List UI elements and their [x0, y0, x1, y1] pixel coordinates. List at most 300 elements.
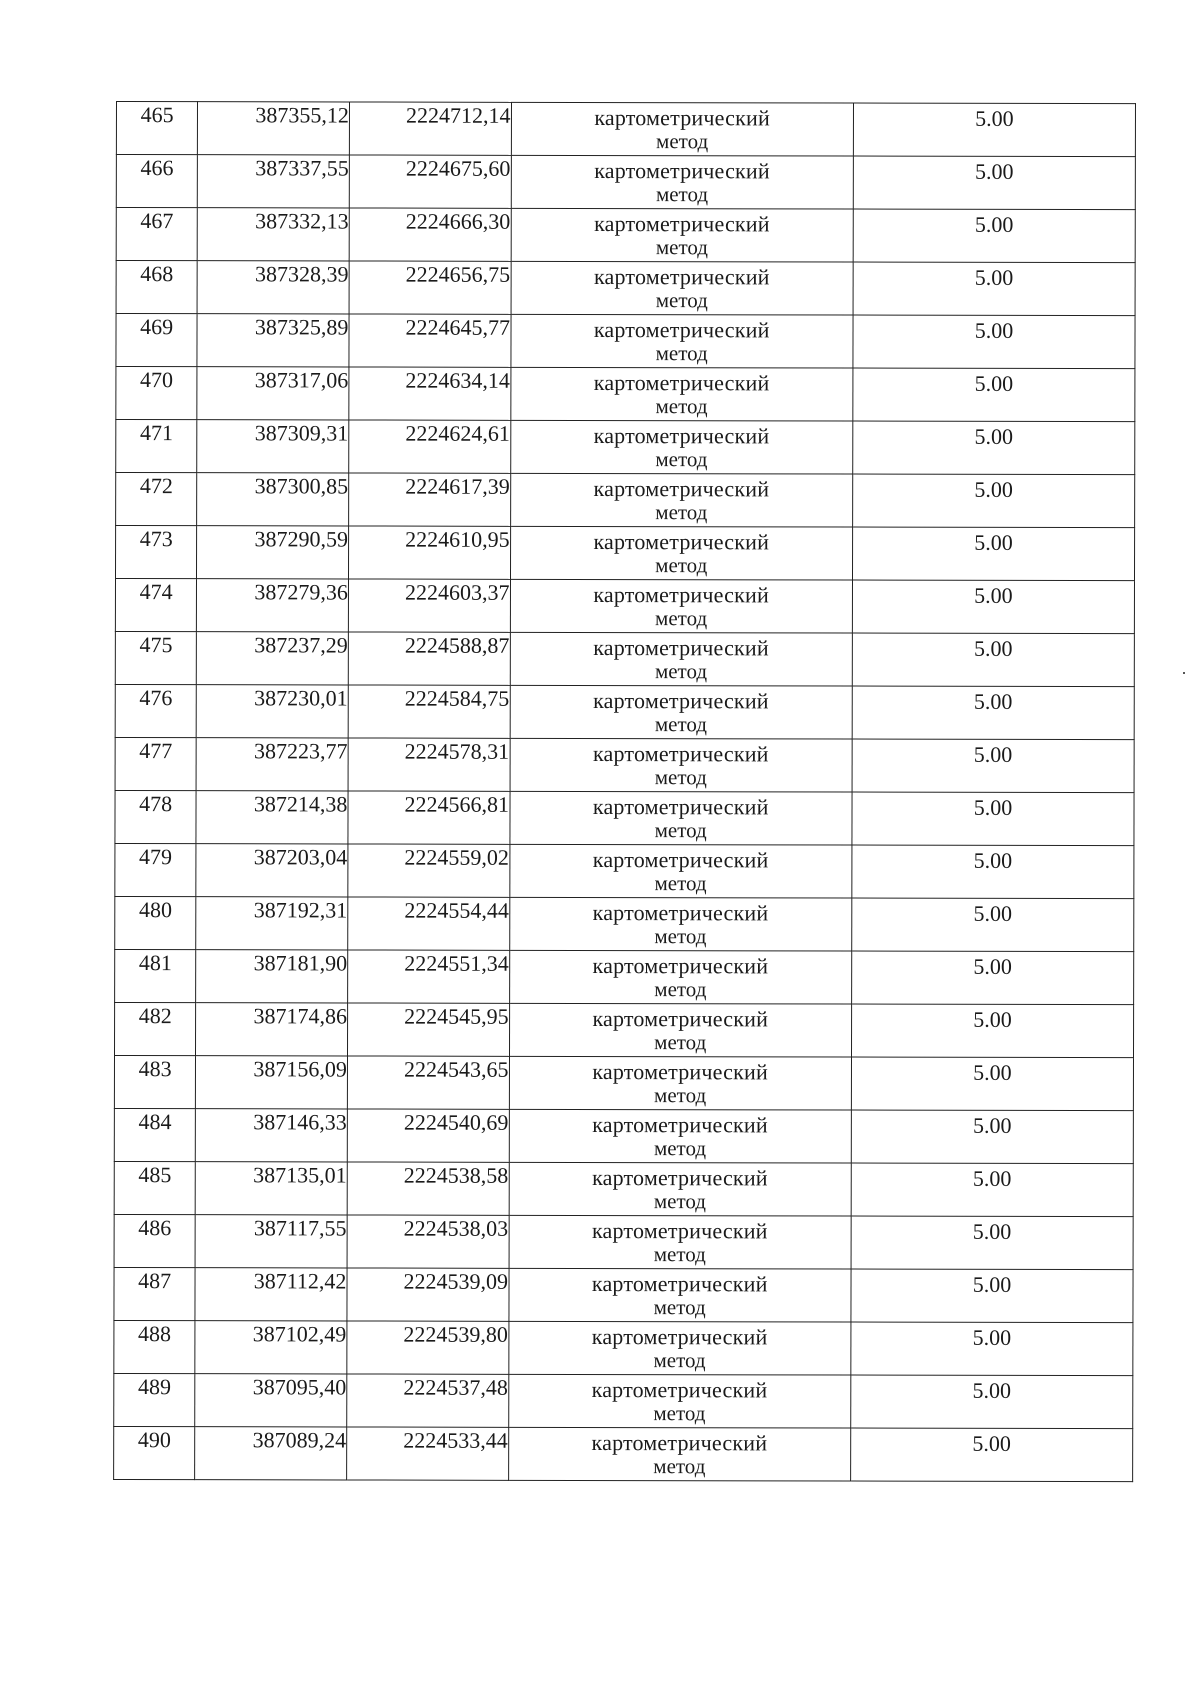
point-number-cell	[115, 737, 196, 790]
x-coordinate: 387332,13	[255, 208, 349, 234]
method-cell	[511, 208, 853, 262]
method-line-1: картометрический	[593, 688, 769, 714]
accuracy-value: 5.00	[972, 1430, 1011, 1456]
table-row	[114, 1161, 1133, 1216]
accuracy-cell	[852, 686, 1134, 740]
method-cell	[510, 367, 852, 421]
point-number: 488	[138, 1321, 172, 1347]
y-coordinate: 2224545,95	[404, 1003, 509, 1029]
y-coordinate-cell	[349, 420, 511, 473]
method-line-2: метод	[653, 1242, 706, 1267]
method-line-1: картометрический	[591, 1376, 768, 1403]
y-coordinate-cell	[349, 155, 511, 208]
y-coordinate-cell	[349, 367, 511, 420]
x-coordinate: 387174,86	[253, 1003, 348, 1029]
x-coordinate-cell	[197, 579, 349, 632]
method-line-2: метод	[653, 1295, 706, 1320]
x-coordinate-cell	[196, 738, 348, 791]
x-coordinate-cell	[195, 1374, 347, 1427]
accuracy-value: 5.00	[974, 317, 1014, 343]
table-row	[114, 1055, 1133, 1110]
method-line-2: метод	[653, 1348, 706, 1373]
point-number: 480	[138, 897, 172, 923]
point-number-cell	[116, 261, 197, 314]
x-coordinate-cell	[197, 420, 349, 473]
method-line-2: метод	[654, 818, 707, 843]
y-coordinate: 2224554,44	[404, 897, 509, 923]
y-coordinate: 2224578,31	[404, 738, 510, 764]
table-row	[115, 1002, 1134, 1057]
method-cell	[508, 1321, 850, 1375]
point-number-cell	[114, 1373, 195, 1426]
point-number-cell	[116, 420, 197, 473]
y-coordinate-cell	[347, 1162, 509, 1215]
y-coordinate: 2224624,61	[405, 420, 510, 446]
method-cell	[509, 950, 851, 1004]
method-line-1: картометрический	[592, 1111, 768, 1138]
x-coordinate-cell	[197, 367, 349, 420]
method-line-2: метод	[654, 1030, 707, 1055]
y-coordinate-cell	[347, 1321, 509, 1374]
y-coordinate: 2224617,39	[405, 473, 510, 499]
y-coordinate: 2224588,87	[404, 632, 510, 658]
method-line-1: картометрический	[593, 635, 769, 661]
table-row	[114, 1426, 1133, 1481]
x-coordinate: 387214,38	[253, 791, 348, 817]
method-cell	[511, 102, 853, 156]
x-coordinate-cell	[196, 1056, 348, 1109]
point-number: 476	[139, 685, 173, 711]
y-coordinate-cell	[348, 632, 510, 685]
y-coordinate-cell	[349, 102, 511, 155]
point-number: 465	[140, 102, 174, 128]
point-number: 474	[139, 579, 173, 605]
point-number-cell	[114, 1055, 195, 1108]
method-cell	[508, 1427, 850, 1481]
x-coordinate-cell	[196, 897, 348, 950]
y-coordinate-cell	[349, 261, 511, 314]
accuracy-cell	[851, 1322, 1133, 1376]
method-cell	[509, 844, 851, 898]
method-line-1: картометрический	[592, 1058, 769, 1085]
accuracy-value: 5.00	[974, 264, 1014, 290]
method-line-2: метод	[655, 500, 708, 525]
method-line-2: метод	[654, 924, 707, 949]
table-row	[115, 896, 1134, 951]
method-cell	[509, 791, 851, 845]
accuracy-cell	[852, 845, 1134, 899]
y-coordinate-cell	[347, 1003, 509, 1056]
x-coordinate-cell	[196, 791, 348, 844]
accuracy-cell	[853, 368, 1135, 422]
method-cell	[509, 1162, 851, 1216]
method-line-1: картометрический	[594, 105, 771, 131]
x-coordinate-cell	[197, 314, 349, 367]
y-coordinate: 2224538,58	[403, 1162, 509, 1188]
accuracy-value: 5.00	[975, 158, 1014, 184]
method-line-1: картометрический	[593, 317, 770, 343]
point-number: 485	[138, 1162, 172, 1188]
x-coordinate-cell	[195, 1215, 347, 1268]
point-number: 489	[137, 1374, 171, 1400]
y-coordinate-cell	[348, 579, 510, 632]
y-coordinate: 2224559,02	[404, 844, 509, 870]
point-number-cell	[114, 1161, 195, 1214]
accuracy-cell	[851, 1375, 1133, 1429]
method-line-1: картометрический	[592, 847, 769, 873]
y-coordinate: 2224539,09	[403, 1268, 509, 1294]
x-coordinate-cell	[195, 1427, 347, 1480]
point-number-cell	[114, 1267, 195, 1320]
method-line-1: картометрический	[592, 900, 769, 926]
accuracy-value: 5.00	[974, 423, 1014, 449]
y-coordinate-cell	[347, 1056, 509, 1109]
accuracy-value: 5.00	[973, 688, 1013, 714]
x-coordinate: 387355,12	[255, 102, 349, 128]
x-coordinate-cell	[195, 1321, 347, 1374]
table-row	[114, 1373, 1133, 1428]
point-number-cell	[115, 526, 196, 579]
accuracy-value: 5.00	[972, 1377, 1012, 1403]
accuracy-value: 5.00	[972, 1218, 1012, 1244]
y-coordinate-cell	[347, 1109, 509, 1162]
accuracy-value: 5.00	[974, 582, 1013, 608]
y-coordinate-cell	[348, 844, 510, 897]
point-number: 467	[140, 208, 174, 234]
accuracy-cell	[853, 103, 1135, 157]
x-coordinate: 387337,55	[255, 155, 349, 181]
method-line-2: метод	[653, 1454, 706, 1479]
table-row	[115, 684, 1134, 739]
x-coordinate: 387309,31	[254, 420, 349, 446]
accuracy-cell	[853, 156, 1135, 210]
method-line-1: картометрический	[593, 476, 770, 502]
x-coordinate-cell	[197, 473, 349, 526]
accuracy-value: 5.00	[973, 953, 1012, 979]
accuracy-cell	[851, 1057, 1133, 1111]
y-coordinate: 2224712,14	[405, 102, 511, 128]
point-number: 479	[139, 844, 173, 870]
method-cell	[511, 261, 853, 315]
table-row	[115, 526, 1134, 581]
y-coordinate-cell	[348, 526, 510, 579]
method-cell	[510, 685, 852, 739]
accuracy-value: 5.00	[974, 370, 1014, 396]
method-cell	[511, 155, 853, 209]
table-row	[115, 949, 1134, 1004]
method-line-1: картометрический	[594, 211, 770, 237]
accuracy-cell	[852, 739, 1134, 793]
y-coordinate: 2224675,60	[405, 155, 511, 181]
y-coordinate: 2224566,81	[404, 791, 510, 817]
coordinates-table	[113, 101, 1136, 1482]
x-coordinate-cell	[197, 208, 349, 261]
point-number-cell	[114, 1108, 195, 1161]
method-cell	[510, 579, 852, 633]
point-number-cell	[116, 314, 197, 367]
y-coordinate: 2224533,44	[403, 1427, 508, 1453]
x-coordinate: 387192,31	[253, 897, 348, 923]
method-cell	[510, 314, 852, 368]
method-line-1: картометрический	[591, 1323, 768, 1350]
point-number-cell	[116, 367, 197, 420]
point-number-cell	[116, 208, 197, 261]
table-row	[115, 579, 1134, 634]
accuracy-value: 5.00	[973, 741, 1013, 767]
y-coordinate: 2224551,34	[404, 950, 509, 976]
point-number: 484	[138, 1109, 172, 1135]
method-line-2: метод	[654, 659, 708, 684]
y-coordinate: 2224634,14	[405, 367, 510, 393]
accuracy-value: 5.00	[973, 847, 1013, 873]
x-coordinate-cell	[197, 526, 349, 579]
table-row	[114, 1320, 1133, 1375]
table-row	[116, 208, 1135, 263]
y-coordinate-cell	[348, 791, 510, 844]
method-line-2: метод	[655, 394, 708, 419]
method-line-1: картометрический	[593, 529, 770, 555]
y-coordinate: 2224537,48	[403, 1374, 508, 1400]
method-line-2: метод	[653, 1401, 706, 1426]
x-coordinate: 387223,77	[254, 738, 348, 764]
x-coordinate-cell	[198, 155, 350, 208]
method-line-2: метод	[655, 235, 708, 260]
accuracy-cell	[852, 633, 1134, 687]
x-coordinate: 387089,24	[252, 1427, 347, 1453]
method-cell	[510, 420, 852, 474]
x-coordinate: 387237,29	[254, 632, 348, 658]
accuracy-cell	[852, 580, 1134, 634]
accuracy-value: 5.00	[973, 794, 1013, 820]
point-number-cell	[115, 843, 196, 896]
method-line-2: метод	[654, 1083, 707, 1108]
method-line-2: метод	[655, 447, 708, 472]
coordinates-table-body	[114, 102, 1136, 1482]
y-coordinate-cell	[349, 314, 511, 367]
method-line-1: картометрический	[593, 370, 770, 396]
y-coordinate-cell	[348, 738, 510, 791]
method-line-2: метод	[655, 182, 709, 207]
x-coordinate-cell	[196, 685, 348, 738]
accuracy-value: 5.00	[972, 1165, 1012, 1191]
x-coordinate: 387279,36	[254, 579, 348, 605]
x-coordinate: 387317,06	[254, 367, 349, 393]
y-coordinate: 2224656,75	[405, 261, 511, 287]
accuracy-cell	[850, 1428, 1132, 1482]
x-coordinate-cell	[195, 1268, 347, 1321]
method-line-1: картометрический	[591, 1429, 768, 1456]
point-number-cell	[115, 1002, 196, 1055]
point-number-cell	[116, 102, 197, 155]
table-row	[115, 631, 1134, 686]
method-line-1: картометрический	[594, 158, 770, 184]
x-coordinate: 387181,90	[253, 950, 348, 976]
x-coordinate-cell	[196, 1003, 348, 1056]
point-number-cell	[115, 790, 196, 843]
point-number: 472	[139, 473, 173, 499]
table-row	[115, 790, 1134, 845]
method-line-2: метод	[655, 288, 708, 313]
table-row	[116, 261, 1135, 316]
x-coordinate-cell	[198, 102, 350, 155]
accuracy-cell	[851, 1110, 1133, 1164]
table-row	[115, 843, 1134, 898]
point-number: 469	[140, 314, 174, 340]
accuracy-cell	[852, 474, 1134, 528]
method-cell	[509, 1003, 851, 1057]
table-row	[116, 367, 1135, 422]
x-coordinate: 387102,49	[252, 1321, 347, 1347]
y-coordinate: 2224540,69	[403, 1109, 509, 1135]
table-row	[115, 737, 1134, 792]
scan-speck	[1183, 672, 1185, 674]
method-cell	[510, 738, 852, 792]
y-coordinate-cell	[348, 685, 510, 738]
point-number: 481	[138, 950, 172, 976]
method-line-1: картометрический	[593, 423, 770, 449]
y-coordinate: 2224584,75	[404, 685, 510, 711]
x-coordinate-cell	[197, 261, 349, 314]
point-number: 468	[140, 261, 174, 287]
method-line-2: метод	[653, 1136, 707, 1161]
point-number: 473	[139, 526, 173, 552]
x-coordinate: 387156,09	[253, 1056, 347, 1082]
y-coordinate-cell	[349, 473, 511, 526]
point-number-cell	[116, 473, 197, 526]
point-number: 482	[138, 1003, 172, 1029]
x-coordinate: 387300,85	[254, 473, 349, 499]
y-coordinate: 2224538,03	[403, 1215, 509, 1241]
x-coordinate: 387095,40	[252, 1374, 347, 1400]
x-coordinate: 387230,01	[254, 685, 348, 711]
accuracy-value: 5.00	[974, 476, 1013, 502]
method-line-1: картометрический	[592, 953, 769, 979]
accuracy-value: 5.00	[973, 900, 1013, 926]
y-coordinate-cell	[347, 1268, 509, 1321]
table-row	[114, 1267, 1133, 1322]
accuracy-value: 5.00	[974, 529, 1013, 555]
accuracy-cell	[853, 421, 1135, 475]
method-line-2: метод	[655, 606, 708, 631]
accuracy-value: 5.00	[973, 1059, 1012, 1085]
accuracy-cell	[853, 209, 1135, 263]
point-number-cell	[114, 1214, 195, 1267]
method-line-1: картометрический	[592, 1164, 768, 1191]
y-coordinate-cell	[347, 1215, 509, 1268]
y-coordinate: 2224610,95	[405, 526, 510, 552]
method-cell	[509, 1056, 851, 1110]
method-cell	[509, 897, 851, 951]
method-line-2: метод	[654, 765, 707, 790]
accuracy-cell	[853, 315, 1135, 369]
point-number-cell	[115, 579, 196, 632]
accuracy-value: 5.00	[972, 1324, 1012, 1350]
method-line-1: картометрический	[593, 582, 770, 608]
method-line-1: картометрический	[593, 264, 770, 290]
method-cell	[510, 526, 852, 580]
y-coordinate-cell	[347, 1374, 509, 1427]
accuracy-value: 5.00	[973, 1006, 1012, 1032]
method-cell	[508, 1374, 850, 1428]
x-coordinate: 387112,42	[253, 1268, 347, 1294]
method-line-2: метод	[655, 341, 708, 366]
y-coordinate: 2224543,65	[403, 1056, 509, 1082]
point-number: 471	[139, 420, 173, 446]
y-coordinate: 2224539,80	[403, 1321, 508, 1347]
method-line-2: метод	[655, 553, 708, 578]
method-line-2: метод	[654, 977, 707, 1002]
y-coordinate: 2224645,77	[405, 314, 511, 340]
point-number: 487	[138, 1268, 172, 1294]
table-row	[116, 314, 1135, 369]
method-line-1: картометрический	[592, 741, 769, 767]
x-coordinate: 387117,55	[253, 1215, 347, 1241]
x-coordinate-cell	[196, 1109, 348, 1162]
x-coordinate-cell	[196, 844, 348, 897]
accuracy-value: 5.00	[974, 211, 1014, 237]
y-coordinate-cell	[348, 950, 510, 1003]
accuracy-cell	[851, 1163, 1133, 1217]
point-number-cell	[115, 949, 196, 1002]
x-coordinate: 387325,89	[254, 314, 349, 340]
method-cell	[510, 473, 852, 527]
method-line-1: картометрический	[592, 794, 769, 820]
point-number: 466	[140, 155, 174, 181]
method-line-2: метод	[656, 129, 709, 154]
method-cell	[510, 632, 852, 686]
point-number-cell	[115, 896, 196, 949]
x-coordinate-cell	[195, 1162, 347, 1215]
accuracy-cell	[851, 1269, 1133, 1323]
accuracy-value: 5.00	[975, 105, 1014, 131]
point-number: 475	[139, 632, 173, 658]
accuracy-cell	[851, 1216, 1133, 1270]
x-coordinate-cell	[197, 632, 349, 685]
point-number: 486	[138, 1215, 172, 1241]
table-row	[116, 102, 1135, 157]
method-line-2: метод	[654, 871, 707, 896]
table-row	[116, 473, 1135, 528]
table-row	[116, 155, 1135, 210]
method-line-1: картометрический	[591, 1217, 768, 1244]
method-line-1: картометрический	[592, 1005, 769, 1032]
y-coordinate: 2224603,37	[404, 579, 510, 605]
point-number: 477	[139, 738, 173, 764]
accuracy-cell	[851, 951, 1133, 1005]
point-number-cell	[114, 1426, 195, 1479]
method-line-2: метод	[653, 1189, 706, 1214]
method-line-1: картометрический	[591, 1270, 768, 1297]
accuracy-cell	[853, 262, 1135, 316]
accuracy-cell	[852, 898, 1134, 952]
point-number: 483	[138, 1056, 172, 1082]
point-number: 470	[140, 367, 174, 393]
y-coordinate-cell	[349, 208, 511, 261]
point-number-cell	[115, 684, 196, 737]
table-row	[114, 1108, 1133, 1163]
y-coordinate-cell	[347, 1427, 509, 1480]
accuracy-value: 5.00	[973, 1112, 1012, 1138]
accuracy-cell	[852, 792, 1134, 846]
point-number-cell	[116, 155, 197, 208]
point-number-cell	[114, 1320, 195, 1373]
accuracy-cell	[851, 1004, 1133, 1058]
x-coordinate: 387135,01	[253, 1162, 347, 1188]
method-cell	[509, 1215, 851, 1269]
point-number-cell	[115, 631, 196, 684]
accuracy-value: 5.00	[972, 1271, 1012, 1297]
x-coordinate: 387146,33	[253, 1109, 347, 1135]
